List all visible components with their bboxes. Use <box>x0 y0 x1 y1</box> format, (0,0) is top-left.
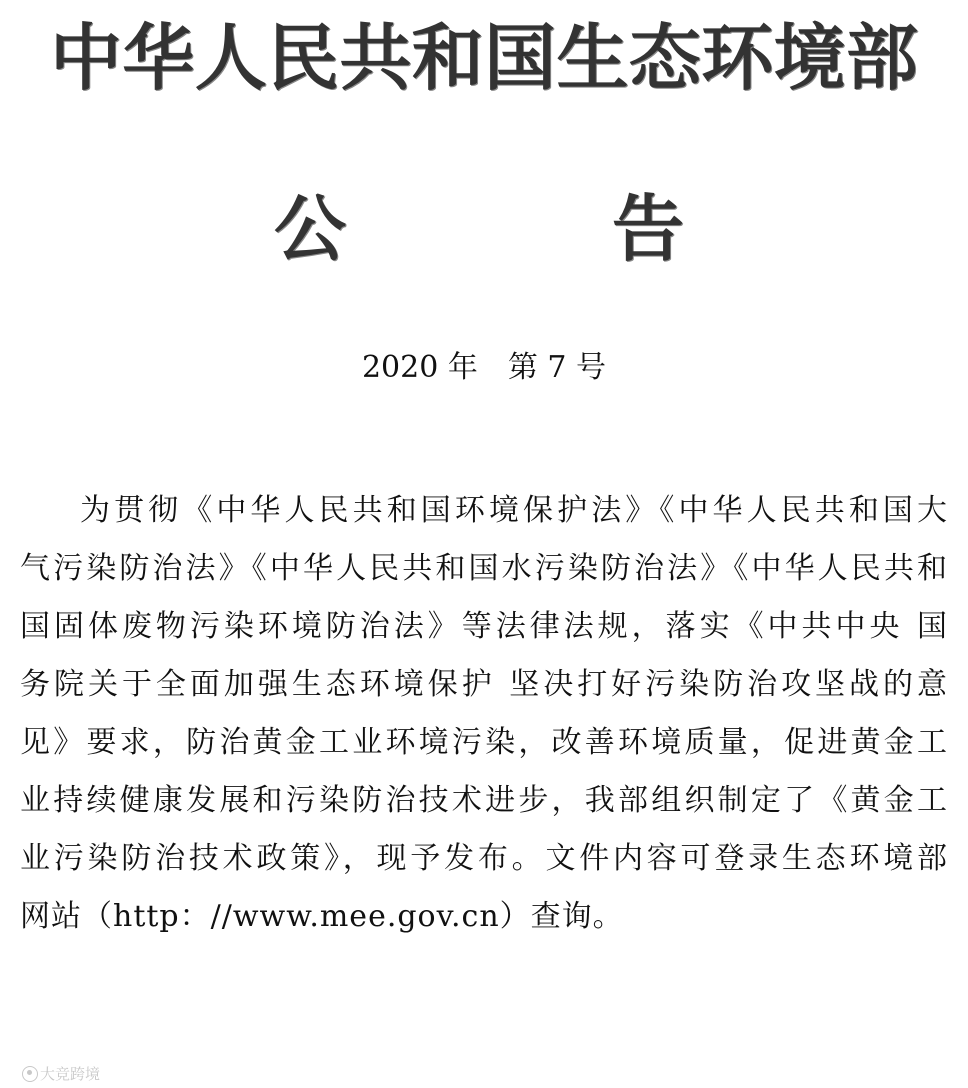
body-line: 气污染防治法》《中华人民共和国水污染防治法》《中华人民共和 <box>20 551 948 586</box>
issuer-title-char: 共 <box>339 16 412 100</box>
issuer-title-char: 境 <box>773 16 846 100</box>
issuer-title-char: 部 <box>845 16 918 100</box>
issuer-title-char: 生 <box>556 16 629 100</box>
notice-title-char-gong: 公 <box>273 187 346 271</box>
body-line: 业污染防治技术政策》，现予发布。文件内容可登录生态环境部 <box>20 841 948 876</box>
issuer-title-char: 和 <box>411 16 484 100</box>
issuer-title-char: 人 <box>194 16 267 100</box>
body-line: 国固体废物污染环境防治法》等法律法规，落实《中共中央 国 <box>20 609 948 644</box>
issuer-title-char: 民 <box>267 16 340 100</box>
issuer-title-char: 国 <box>484 16 557 100</box>
body-line: 见》要求，防治黄金工业环境污染，改善环境质量，促进黄金工 <box>20 725 948 760</box>
body-line: 务院关于全面加强生态环境保护 坚决打好污染防治攻坚战的意 <box>20 667 948 702</box>
issuer-title-char: 态 <box>628 16 701 100</box>
body-line: 为贯彻《中华人民共和国环境保护法》《中华人民共和国大 <box>80 493 948 528</box>
document-number: 2020 年 第 7 号 <box>361 350 607 385</box>
notice-body <box>20 482 948 946</box>
notice-title-char-gao: 告 <box>611 187 684 271</box>
watermark-text: 大竞跨境 <box>40 1065 101 1083</box>
body-line: 业持续健康发展和污染防治技术进步，我部组织制定了《黄金工 <box>20 783 948 818</box>
watermark <box>22 1064 100 1084</box>
issuer-title <box>50 14 918 102</box>
issuer-title-char: 环 <box>701 16 774 100</box>
camera-logo-icon <box>22 1066 38 1082</box>
body-line: 网站（http：//www.mee.gov.cn）查询。 <box>20 899 624 934</box>
issuer-title-char: 中 <box>50 16 123 100</box>
notice-title <box>0 188 968 270</box>
issuer-title-char: 华 <box>122 16 195 100</box>
